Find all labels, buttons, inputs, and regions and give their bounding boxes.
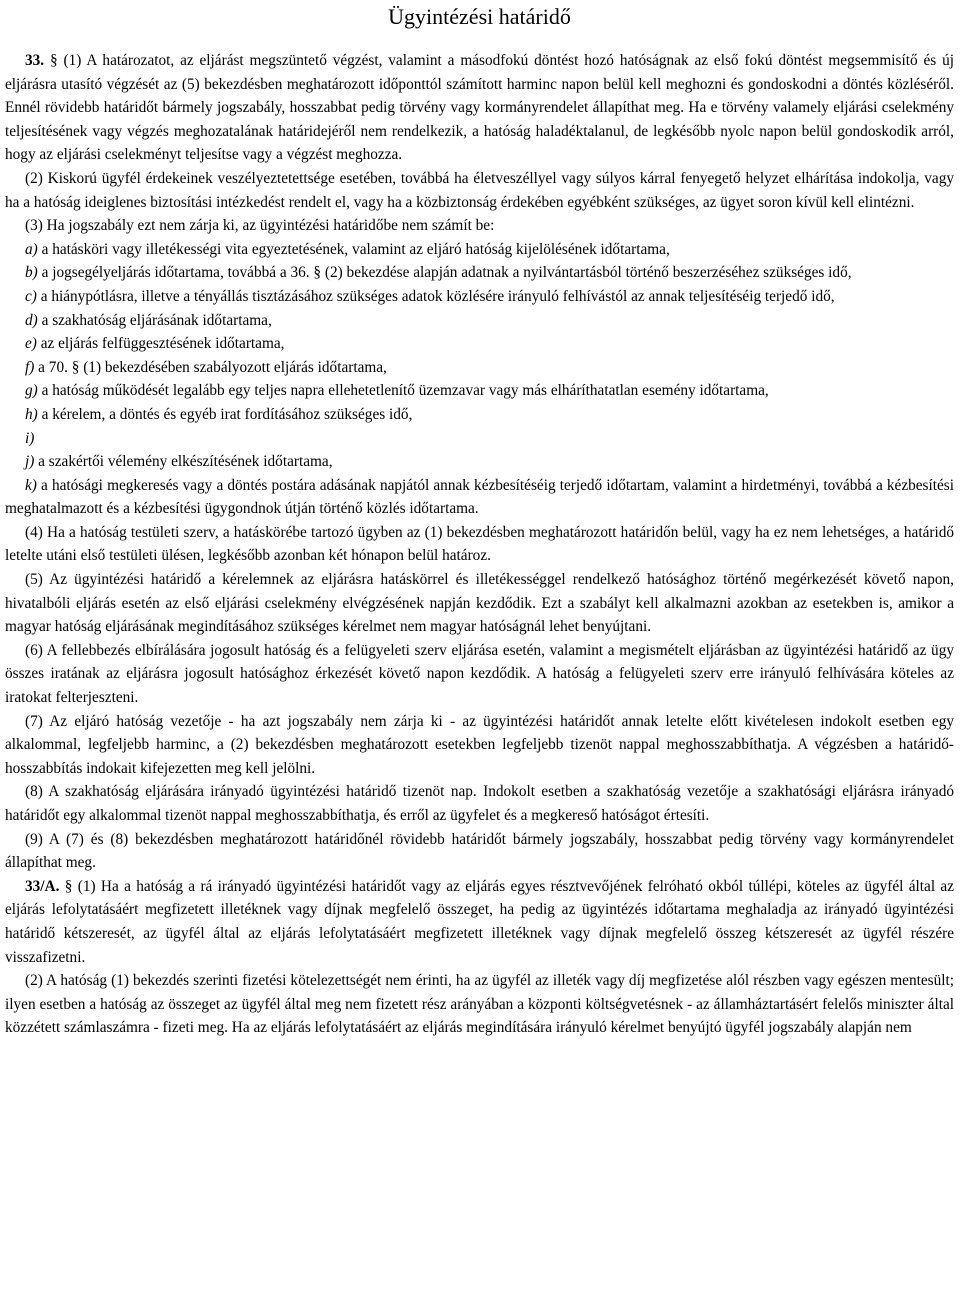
list-item <box>5 261 954 285</box>
section-number: 33/A. <box>25 877 60 895</box>
section-33-paragraph-2: (2) Kiskorú ügyfél érdekeinek veszélyeztetettsége esetében, továbbá ha életveszéllyel vagy súlyos kárral fenyegető helyzet elhárítása indokolja, vagy ha a hatóság ideiglenes biztosítási intézkedést rendelt el, vagy ha a közbiztonság érdekében egyébként szükséges, az ügyet soron kívül kell elintézni. <box>5 169 954 211</box>
list-item <box>5 427 954 451</box>
list-item-text: a hatásköri vagy illetékességi vita egyeztetésének, valamint az eljáró hatóság kijelölésének időtartama, <box>37 240 670 258</box>
list-item-text: a hiánypótlásra, illetve a tényállás tisztázásához szükséges adatok közlésére irányuló felhívástól az annak teljesítéséig terjedő idő, <box>36 287 835 305</box>
list-item <box>5 450 954 474</box>
section-33-paragraph-7: (7) Az eljáró hatóság vezetője - ha azt jogszabály nem zárja ki - az ügyintézési határidőt annak letelte előtt kivételesen indokolt esetben egy alkalommal, legfeljebb harminc, a (2) bekezdésben meghatározott esetekben legfeljebb tizenöt nappal meghosszabbíthatja. A végzésben a határidő-hosszabbítás indokait kifejezetten meg kell jelölni. <box>5 712 954 777</box>
list-item-label: b) <box>25 264 38 282</box>
list-item-text: a hatóság működését legalább egy teljes napra ellehetetlenítő üzemzavar vagy más elháríthatatlan esemény időtartama, <box>37 382 769 400</box>
list-item <box>5 403 954 427</box>
list-item <box>5 238 954 262</box>
list-item-text: a jogsegélyeljárás időtartama, továbbá a 36. § (2) bekezdése alapján adatnak a nyilvántartásból történő beszerzéséhez szükséges idő, <box>37 264 852 282</box>
list-item-text: a 70. § (1) bekezdésében szabályozott eljárás időtartama, <box>34 358 387 376</box>
list-item <box>5 332 954 356</box>
list-item-label: j) <box>25 453 35 471</box>
section-33-paragraph-5: (5) Az ügyintézési határidő a kérelemnek az eljárásra hatáskörrel és illetékességgel rendelkező hatósághoz történő megérkezését követő napon, hivatalbóli eljárás esetén az első eljárási cselekmény elvégzésének napján kezdődik. Ezt a szabályt kell alkalmazni azokban az esetekben is, amikor a magyar hatóság eljárásának megindításához szükséges kérelmet nem magyar hatóságnál lehet benyújtani. <box>5 571 954 636</box>
page-title: Ügyintézési határidő <box>388 4 571 29</box>
document-page <box>0 2 960 1040</box>
list-item <box>5 356 954 380</box>
list-item <box>5 309 954 333</box>
list-item-label: e) <box>25 335 37 353</box>
section-number: 33. <box>25 52 45 69</box>
list-item-label: g) <box>25 382 38 400</box>
section-33a-paragraph-2: (2) A hatóság (1) bekezdés szerinti fizetési kötelezettségét nem érinti, ha az ügyfél az illeték vagy díj megfizetése alól részben vagy egészen mentesült; ilyen esetben a hatóság az összeget az ügyfél által meg nem fizetett rész arányában a központi költségvetésnek - az államháztartásért felelős miniszter által közzétett számlaszámra - fizeti meg. Ha az eljárás lefolytatásáért az eljárás megindítására irányuló kérelmet benyújtó ügyfél jogszabály alapján nem <box>5 972 954 1037</box>
list-item-text: az eljárás felfüggesztésének időtartama, <box>36 335 285 353</box>
list-item-label: i) <box>25 429 35 447</box>
paragraph-text: § (1) Ha a hatóság a rá irányadó ügyintézési határidőt vagy az eljárás egyes résztvevőjének felróható okból túllépi, köteles az ügyfél által az eljárás lefolytatásáért megfizetett illetéknek vagy díjnak megfelelő összeget, ha pedig az ügyintézés időtartama meghaladja az irányadó ügyintézési határidő kétszeresét, az ügyfél által az eljárás lefolytatásáért megfizetett illetéknek vagy díjnak megfelelő összeg kétszeresét az ügyfél részére visszafizetni. <box>5 877 954 966</box>
list-item-text: a szakhatóság eljárásának időtartama, <box>37 311 272 329</box>
list-item-label: h) <box>25 405 38 423</box>
paragraph-text: § (1) A határozatot, az eljárást megszüntető végzést, valamint a másodfokú döntést hozó hatóságnak az első fokú döntést megsemmisítő és új eljárásra utasító végzését az (5) bekezdésben meghatározott időponttól számított harminc napon belül kell meghozni és gondoskodni a döntés közléséről. Ennél rövidebb határidőt bármely jogszabály, hosszabbat pedig törvény vagy kormányrendelet állapíthat meg. Ha e törvény valamely eljárási cselekmény teljesítésének vagy végzés meghozatalának határidejéről nem rendelkezik, a hatóság haladéktalanul, de legkésőbb nyolc napon belül gondoskodik arról, hogy az eljárási cselekményt teljesítse vagy a végzést meghozza. <box>5 52 954 164</box>
section-33-paragraph-6: (6) A fellebbezés elbírálására jogosult hatóság és a felügyeleti szerv eljárása esetén, valamint a megismételt eljárásban az ügyintézési határidő az ügy összes iratának az eljárásra jogosult hatósághoz érkezését követő napon kezdődik. A hatóság a felügyeleti szerv erre irányuló felhívására köteles az iratokat felterjeszteni. <box>5 641 954 707</box>
list-item-label: a) <box>25 240 38 258</box>
list-item-label: k) <box>25 476 37 494</box>
section-33-paragraph-4: (4) Ha a hatóság testületi szerv, a hatáskörébe tartozó ügyben az (1) bekezdésben meghatározott határidőn belül, vagy ha ez nem lehetséges, a határidő letelte utáni első testületi ülésen, legkésőbb azonban két hónapon belül határoz. <box>5 523 954 565</box>
list-item <box>5 474 954 521</box>
list-item-label: c) <box>25 287 37 305</box>
list-item <box>5 379 954 403</box>
list-item <box>5 285 954 309</box>
section-33-paragraph-1 <box>5 49 954 167</box>
exclusion-list <box>5 238 954 521</box>
list-item-text: a hatósági megkeresés vagy a döntés postára adásának napjától annak kézbesítéséig terjedő időtartam, valamint a hirdetményi, továbbá a kézbesítési meghatalmazott és a kézbesítési ügygondnok útján történő közlés időtartama. <box>5 476 954 518</box>
section-33-paragraph-9: (9) A (7) és (8) bekezdésben meghatározott határidőnél rövidebb határidőt bármely jogszabály, hosszabbat pedig törvény vagy kormányrendelet állapíthat meg. <box>5 830 954 872</box>
list-item-text: a szakértői vélemény elkészítésének időtartama, <box>34 453 333 471</box>
list-item-label: f) <box>25 358 35 376</box>
section-33-paragraph-3: (3) Ha jogszabály ezt nem zárja ki, az ügyintézési határidőbe nem számít be: <box>25 217 495 235</box>
section-33-paragraph-8: (8) A szakhatóság eljárására irányadó ügyintézési határidő tizenöt nap. Indokolt esetben a szakhatóság vezetője a szakhatósági eljárásra irányadó határidőt egy alkalommal tizenöt nappal meghosszabbíthatja, és erről az ügyfelet és a megkereső hatóságot értesíti. <box>5 783 954 824</box>
list-item-label: d) <box>25 311 38 329</box>
section-33a-paragraph-1 <box>5 875 954 969</box>
list-item-text: a kérelem, a döntés és egyéb irat fordításához szükséges idő, <box>37 405 413 423</box>
